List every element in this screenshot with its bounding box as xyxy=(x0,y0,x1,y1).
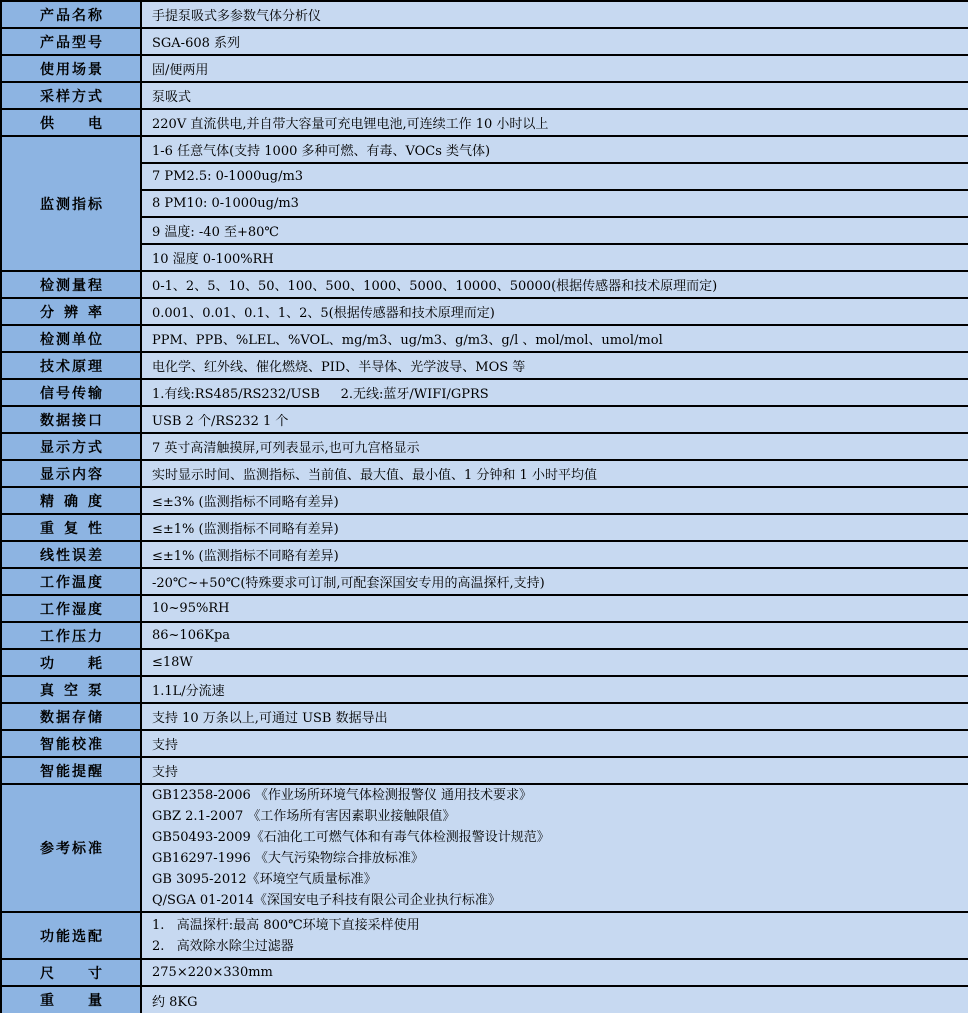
spec-label-text: 智能校准 xyxy=(40,736,102,753)
spec-value: 10 湿度 0-100%RH xyxy=(141,244,968,271)
spec-label-text: 供电 xyxy=(40,115,102,132)
spec-value: 86~106Kpa xyxy=(141,622,968,649)
spec-label xyxy=(1,595,141,622)
table-row xyxy=(1,460,968,487)
spec-label xyxy=(1,433,141,460)
spec-label xyxy=(1,298,141,325)
table-row xyxy=(1,912,968,959)
spec-label-text: 产品型号 xyxy=(40,34,102,51)
spec-label xyxy=(1,379,141,406)
spec-label-text: 真空泵 xyxy=(40,682,102,699)
spec-label xyxy=(1,55,141,82)
spec-label-text: 分辨率 xyxy=(40,304,102,321)
spec-label xyxy=(1,568,141,595)
table-row xyxy=(1,959,968,986)
table-row xyxy=(1,703,968,730)
spec-label-text: 工作压力 xyxy=(40,628,102,645)
spec-label-text: 智能提醒 xyxy=(40,763,102,780)
spec-label xyxy=(1,460,141,487)
spec-value: ≤±1% (监测指标不同略有差异) xyxy=(141,514,968,541)
spec-label xyxy=(1,649,141,676)
table-row xyxy=(1,271,968,298)
spec-label-text: 功耗 xyxy=(40,655,102,672)
table-row xyxy=(1,676,968,703)
spec-label xyxy=(1,109,141,136)
spec-label-text: 数据存储 xyxy=(40,709,102,726)
table-subrow xyxy=(1,244,968,271)
table-row xyxy=(1,433,968,460)
spec-value: 7 PM2.5: 0-1000ug/m3 xyxy=(141,163,968,190)
spec-value: 1-6 任意气体(支持 1000 多种可燃、有毒、VOCs 类气体) xyxy=(141,136,968,163)
table-row xyxy=(1,730,968,757)
spec-value: 实时显示时间、监测指标、当前值、最大值、最小值、1 分钟和 1 小时平均值 xyxy=(141,460,968,487)
spec-label xyxy=(1,541,141,568)
spec-value: 0-1、2、5、10、50、100、500、1000、5000、10000、50000(根据传感器和技术原理而定) xyxy=(141,271,968,298)
spec-value: 0.001、0.01、0.1、1、2、5(根据传感器和技术原理而定) xyxy=(141,298,968,325)
spec-label-text: 采样方式 xyxy=(40,88,102,105)
spec-value-line: GBZ 2.1-2007 《工作场所有害因素职业接触限值》 xyxy=(152,809,456,824)
spec-label xyxy=(1,676,141,703)
table-row xyxy=(1,28,968,55)
table-row xyxy=(1,379,968,406)
spec-value: 9 温度: -40 至+80℃ xyxy=(141,217,968,244)
spec-label xyxy=(1,28,141,55)
spec-label-text: 工作湿度 xyxy=(40,601,102,618)
spec-value: 约 8KG xyxy=(141,986,968,1013)
spec-value: SGA-608 系列 xyxy=(141,28,968,55)
table-row xyxy=(1,1,968,28)
spec-value-line: 2. 高效除水除尘过滤器 xyxy=(152,938,294,954)
table-row xyxy=(1,406,968,433)
spec-table-body xyxy=(1,1,968,1013)
spec-value: 电化学、红外线、催化燃烧、PID、半导体、光学波导、MOS 等 xyxy=(141,352,968,379)
table-row xyxy=(1,109,968,136)
spec-label-text: 产品名称 xyxy=(40,7,102,24)
spec-value: ≤±3% (监测指标不同略有差异) xyxy=(141,487,968,514)
table-row xyxy=(1,325,968,352)
spec-label xyxy=(1,352,141,379)
spec-value: -20℃~+50℃(特殊要求可订制,可配套深国安专用的高温探杆,支持) xyxy=(141,568,968,595)
spec-label xyxy=(1,622,141,649)
spec-value-line: GB50493-2009《石油化工可燃气体和有毒气体检测报警设计规范》 xyxy=(152,830,550,845)
spec-value: USB 2 个/RS232 1 个 xyxy=(141,406,968,433)
spec-label-text: 精确度 xyxy=(40,493,102,510)
spec-label xyxy=(1,959,141,986)
spec-value: 支持 xyxy=(141,757,968,784)
spec-value: PPM、PPB、%LEL、%VOL、mg/m3、ug/m3、g/m3、g/l 、mol/mol、umol/mol xyxy=(141,325,968,352)
spec-label-text: 重复性 xyxy=(40,520,102,537)
table-row xyxy=(1,568,968,595)
table-row xyxy=(1,136,968,163)
table-row xyxy=(1,298,968,325)
spec-value: 10~95%RH xyxy=(141,595,968,622)
spec-value: 7 英寸高清触摸屏,可列表显示,也可九宫格显示 xyxy=(141,433,968,460)
spec-value-line: 1. 高温探杆:最高 800℃环境下直接采样使用 xyxy=(152,917,420,933)
spec-value: ≤18W xyxy=(141,649,968,676)
table-row xyxy=(1,514,968,541)
spec-value: 220V 直流供电,并自带大容量可充电锂电池,可连续工作 10 小时以上 xyxy=(141,109,968,136)
spec-value: 1.1L/分流速 xyxy=(141,676,968,703)
table-row xyxy=(1,649,968,676)
table-row xyxy=(1,352,968,379)
spec-value: 泵吸式 xyxy=(141,82,968,109)
spec-label xyxy=(1,757,141,784)
spec-value-multiline xyxy=(141,784,968,912)
spec-label xyxy=(1,986,141,1013)
spec-label xyxy=(1,136,141,271)
spec-label-text: 数据接口 xyxy=(40,412,102,429)
spec-label-text: 信号传输 xyxy=(40,385,102,402)
spec-value: 275×220×330mm xyxy=(141,959,968,986)
table-row xyxy=(1,595,968,622)
table-row xyxy=(1,541,968,568)
table-row xyxy=(1,757,968,784)
spec-label-text: 显示方式 xyxy=(40,439,102,456)
spec-label-text: 使用场景 xyxy=(40,61,102,78)
table-row xyxy=(1,622,968,649)
spec-label xyxy=(1,730,141,757)
spec-label xyxy=(1,82,141,109)
spec-label xyxy=(1,1,141,28)
spec-value: 8 PM10: 0-1000ug/m3 xyxy=(141,190,968,217)
spec-label xyxy=(1,784,141,912)
spec-label-text: 重量 xyxy=(40,993,102,1009)
table-row xyxy=(1,986,968,1013)
spec-label xyxy=(1,703,141,730)
spec-value: 支持 10 万条以上,可通过 USB 数据导出 xyxy=(141,703,968,730)
spec-label xyxy=(1,487,141,514)
spec-value: 支持 xyxy=(141,730,968,757)
table-row xyxy=(1,55,968,82)
spec-label-text: 显示内容 xyxy=(40,466,102,483)
spec-value-line: GB12358-2006 《作业场所环境气体检测报警仪 通用技术要求》 xyxy=(152,788,533,803)
spec-label-text: 功能选配 xyxy=(40,928,102,945)
table-subrow xyxy=(1,163,968,190)
spec-value-line: GB16297-1996 《大气污染物综合排放标准》 xyxy=(152,851,424,866)
spec-label-text: 线性误差 xyxy=(40,547,102,564)
spec-value: 手提泵吸式多参数气体分析仪 xyxy=(141,1,968,28)
spec-label-text: 监测指标 xyxy=(40,196,102,213)
spec-label-text: 参考标准 xyxy=(40,841,102,857)
spec-label-text: 检测单位 xyxy=(40,331,102,348)
spec-label-text: 技术原理 xyxy=(40,358,102,375)
table-subrow xyxy=(1,190,968,217)
spec-label xyxy=(1,325,141,352)
spec-value-multiline xyxy=(141,912,968,959)
spec-label xyxy=(1,406,141,433)
spec-label xyxy=(1,514,141,541)
spec-label xyxy=(1,271,141,298)
spec-label-text: 工作温度 xyxy=(40,574,102,591)
table-row xyxy=(1,784,968,912)
spec-label xyxy=(1,912,141,959)
table-subrow xyxy=(1,217,968,244)
spec-value: 1.有线:RS485/RS232/USB 2.无线:蓝牙/WIFI/GPRS xyxy=(141,379,968,406)
table-row xyxy=(1,487,968,514)
spec-value: 固/便两用 xyxy=(141,55,968,82)
spec-label-text: 尺寸 xyxy=(40,965,102,982)
table-row xyxy=(1,82,968,109)
spec-value: ≤±1% (监测指标不同略有差异) xyxy=(141,541,968,568)
spec-value-line: GB 3095-2012《环境空气质量标准》 xyxy=(152,872,377,887)
spec-value-line: Q/SGA 01-2014《深国安电子科技有限公司企业执行标准》 xyxy=(152,893,501,908)
spec-label-text: 检测量程 xyxy=(40,277,102,294)
